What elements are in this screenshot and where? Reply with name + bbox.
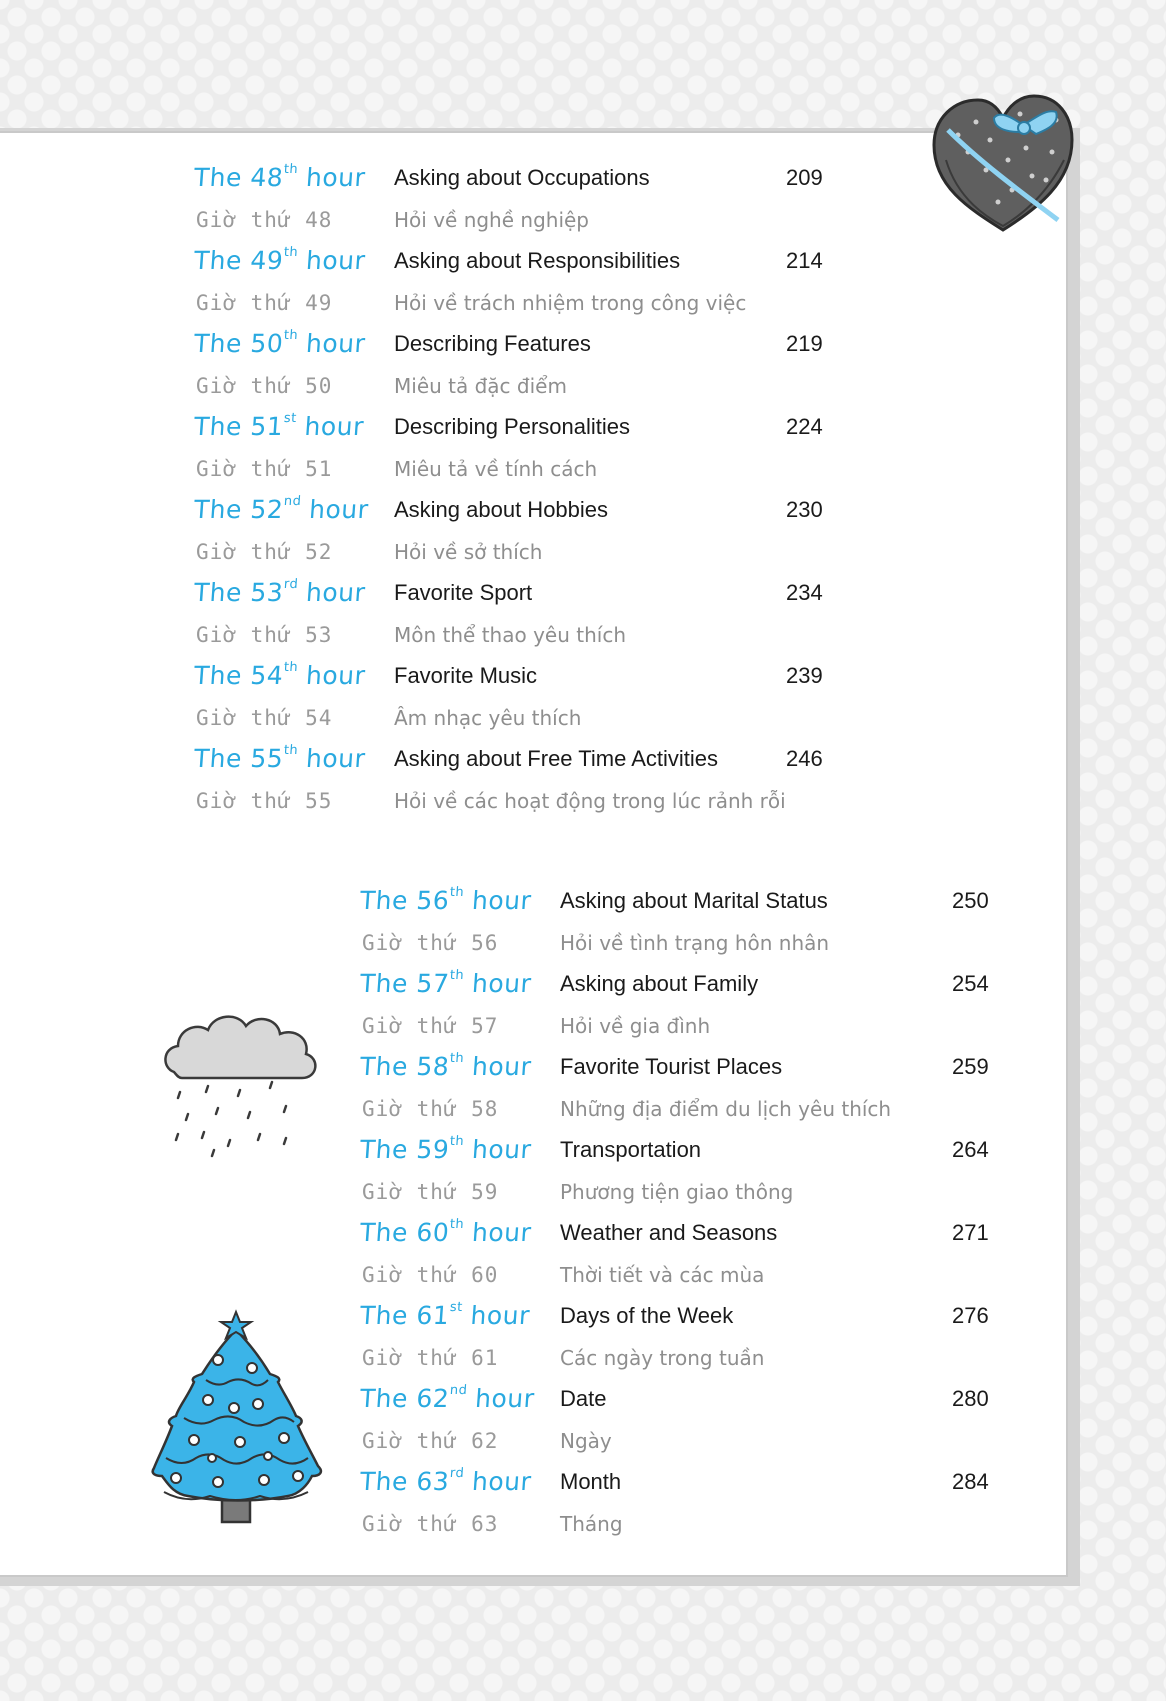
the-word: The [192, 246, 244, 275]
ordinal-suffix: th [283, 659, 299, 675]
entry-title[interactable]: Asking about Family [560, 971, 759, 996]
hour-label [193, 744, 366, 773]
the-word: The [192, 495, 244, 524]
hour-label [193, 412, 365, 441]
page-number: 230 [786, 497, 823, 522]
the-word: The [192, 329, 244, 358]
hour-label [193, 246, 366, 275]
entry-subtitle: Miêu tả đặc điểm [394, 374, 567, 398]
the-word: The [192, 744, 244, 773]
ordinal-suffix: th [449, 1216, 465, 1232]
hour-word: hour [305, 744, 367, 773]
ordinal-suffix: nd [283, 493, 302, 509]
entry-title[interactable]: Days of the Week [560, 1303, 734, 1328]
vietnamese-hour-label: Giờ thứ 58 [362, 1097, 499, 1121]
hour-word: hour [308, 495, 370, 524]
entry-title[interactable]: Asking about Free Time Activities [394, 746, 719, 771]
the-word: The [192, 412, 244, 441]
entry-subtitle: Phương tiện giao thông [560, 1180, 794, 1204]
hour-label [193, 495, 370, 524]
hour-number: 55 [249, 744, 285, 773]
hour-word: hour [471, 1218, 533, 1247]
the-word: The [358, 1135, 410, 1164]
entry-subtitle: Môn thể thao yêu thích [394, 623, 626, 647]
entry-title[interactable]: Month [560, 1469, 622, 1494]
entry-title[interactable]: Describing Features [394, 331, 591, 356]
entry-subtitle: Hỏi về trách nhiệm trong công việc [394, 291, 747, 315]
hour-label [359, 1135, 532, 1164]
vietnamese-hour-label: Giờ thứ 62 [362, 1429, 499, 1453]
hour-word: hour [471, 886, 533, 915]
entry-subtitle: Hỏi về nghề nghiệp [394, 208, 589, 232]
entry-subtitle: Tháng [560, 1512, 623, 1536]
hour-label [359, 1384, 536, 1413]
hour-number: 57 [415, 969, 451, 998]
page-number: 250 [952, 888, 989, 913]
ordinal-suffix: st [449, 1299, 464, 1315]
the-word: The [358, 1467, 410, 1496]
ordinal-suffix: th [283, 742, 299, 758]
page-number: 246 [786, 746, 823, 771]
hour-label [359, 969, 532, 998]
ordinal-suffix: th [283, 327, 299, 343]
vietnamese-hour-label: Giờ thứ 55 [196, 789, 333, 813]
ordinal-suffix: th [449, 967, 465, 983]
page-number: 234 [786, 580, 823, 605]
vietnamese-hour-label: Giờ thứ 49 [196, 291, 333, 315]
hour-number: 54 [249, 661, 285, 690]
entry-subtitle: Hỏi về gia đình [560, 1014, 711, 1038]
hour-number: 52 [249, 495, 285, 524]
ordinal-suffix: th [449, 884, 465, 900]
hour-number: 49 [249, 246, 285, 275]
the-word: The [192, 661, 244, 690]
hour-word: hour [471, 1467, 533, 1496]
entry-title[interactable]: Favorite Music [394, 663, 538, 688]
hour-word: hour [305, 578, 367, 607]
hour-word: hour [305, 329, 367, 358]
hour-word: hour [471, 1052, 533, 1081]
hour-number: 58 [415, 1052, 451, 1081]
hour-label [359, 1052, 532, 1081]
the-word: The [358, 1301, 410, 1330]
the-word: The [192, 163, 244, 192]
hour-number: 53 [249, 578, 285, 607]
hour-number: 56 [415, 886, 451, 915]
entry-subtitle: Hỏi về các hoạt động trong lúc rảnh rỗi [394, 789, 786, 813]
ordinal-suffix: rd [449, 1465, 465, 1481]
the-word: The [192, 578, 244, 607]
entry-title[interactable]: Weather and Seasons [560, 1220, 778, 1245]
hour-label [359, 886, 532, 915]
ordinal-suffix: th [283, 244, 299, 260]
the-word: The [358, 969, 410, 998]
page-number: 214 [786, 248, 823, 273]
page-number: 239 [786, 663, 823, 688]
hour-label [359, 1301, 531, 1330]
hour-number: 59 [415, 1135, 451, 1164]
page-number: 276 [952, 1303, 989, 1328]
hour-word: hour [305, 163, 367, 192]
ordinal-suffix: th [449, 1050, 465, 1066]
vietnamese-hour-label: Giờ thứ 61 [362, 1346, 499, 1370]
ordinal-suffix: rd [283, 576, 299, 592]
entry-title[interactable]: Favorite Sport [394, 580, 533, 605]
hour-word: hour [474, 1384, 536, 1413]
hour-number: 50 [249, 329, 285, 358]
entry-subtitle: Các ngày trong tuần [560, 1346, 765, 1370]
page-number: 259 [952, 1054, 989, 1079]
page-number: 224 [786, 414, 823, 439]
hour-number: 60 [415, 1218, 451, 1247]
hour-word: hour [305, 661, 367, 690]
entry-subtitle: Miêu tả về tính cách [394, 457, 598, 481]
hour-label [193, 329, 366, 358]
christmas-tree-icon [148, 1308, 324, 1534]
hour-word: hour [303, 412, 365, 441]
vietnamese-hour-label: Giờ thứ 60 [362, 1263, 499, 1287]
hour-label [359, 1218, 532, 1247]
vietnamese-hour-label: Giờ thứ 51 [196, 457, 333, 481]
the-word: The [358, 1384, 410, 1413]
vietnamese-hour-label: Giờ thứ 63 [362, 1512, 499, 1536]
entry-title[interactable]: Date [560, 1386, 607, 1411]
hour-word: hour [469, 1301, 531, 1330]
entry-title[interactable]: Asking about Responsibilities [394, 248, 681, 273]
entry-title[interactable]: Asking about Hobbies [394, 497, 609, 522]
hour-label [193, 578, 366, 607]
hour-label [193, 661, 366, 690]
entry-title[interactable]: Describing Personalities [394, 414, 630, 439]
hour-number: 51 [249, 412, 285, 441]
the-word: The [358, 1052, 410, 1081]
entry-title[interactable]: Transportation [560, 1137, 702, 1162]
hour-number: 62 [415, 1384, 451, 1413]
entry-subtitle: Hỏi về sở thích [394, 540, 543, 564]
page-number: 254 [952, 971, 989, 996]
entry-title[interactable]: Asking about Occupations [394, 165, 650, 190]
vietnamese-hour-label: Giờ thứ 57 [362, 1014, 499, 1038]
hour-label [359, 1467, 532, 1496]
entry-subtitle: Thời tiết và các mùa [560, 1263, 765, 1287]
the-word: The [358, 886, 410, 915]
hour-word: hour [305, 246, 367, 275]
vietnamese-hour-label: Giờ thứ 50 [196, 374, 333, 398]
rain-cloud-icon [160, 1000, 330, 1170]
hour-word: hour [471, 969, 533, 998]
the-word: The [358, 1218, 410, 1247]
hour-word: hour [471, 1135, 533, 1164]
page-number: 280 [952, 1386, 989, 1411]
entry-subtitle: Những địa điểm du lịch yêu thích [560, 1097, 892, 1121]
entry-title[interactable]: Asking about Marital Status [560, 888, 828, 913]
vietnamese-hour-label: Giờ thứ 48 [196, 208, 333, 232]
vietnamese-hour-label: Giờ thứ 54 [196, 706, 333, 730]
hour-number: 63 [415, 1467, 451, 1496]
page-number: 209 [786, 165, 823, 190]
vietnamese-hour-label: Giờ thứ 59 [362, 1180, 499, 1204]
page-number: 271 [952, 1220, 989, 1245]
hour-number: 48 [249, 163, 285, 192]
ordinal-suffix: st [283, 410, 298, 426]
vietnamese-hour-label: Giờ thứ 52 [196, 540, 333, 564]
hour-number: 61 [415, 1301, 451, 1330]
entry-title[interactable]: Favorite Tourist Places [560, 1054, 783, 1079]
vietnamese-hour-label: Giờ thứ 56 [362, 931, 499, 955]
page-number: 284 [952, 1469, 989, 1494]
ordinal-suffix: th [449, 1133, 465, 1149]
ordinal-suffix: th [283, 161, 299, 177]
entry-subtitle: Ngày [560, 1429, 612, 1453]
entry-subtitle: Âm nhạc yêu thích [394, 706, 582, 730]
vietnamese-hour-label: Giờ thứ 53 [196, 623, 333, 647]
entry-subtitle: Hỏi về tình trạng hôn nhân [560, 931, 830, 955]
page-number: 219 [786, 331, 823, 356]
hour-label [193, 163, 366, 192]
heart-gift-box-icon [928, 90, 1078, 236]
page-number: 264 [952, 1137, 989, 1162]
ordinal-suffix: nd [449, 1382, 468, 1398]
